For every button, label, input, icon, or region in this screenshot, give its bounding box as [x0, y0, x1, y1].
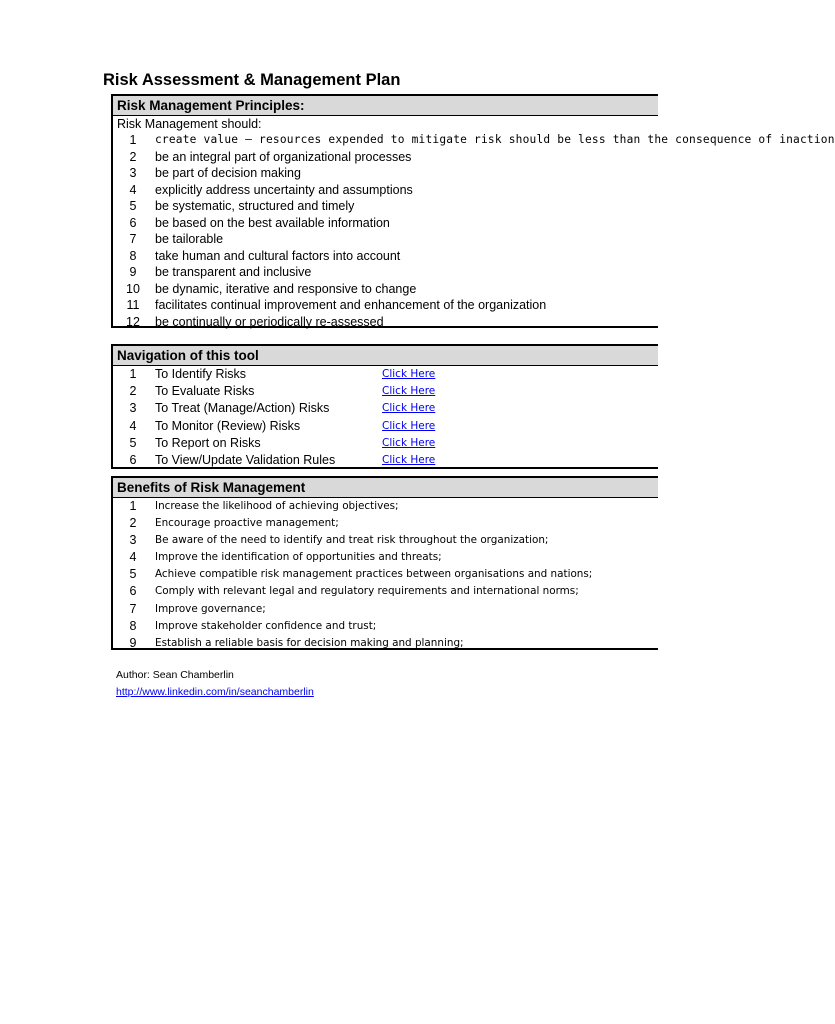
- item-text: To Identify Risks: [155, 367, 247, 381]
- principle-row: [113, 281, 658, 298]
- benefit-row: [113, 635, 658, 652]
- principle-row: [113, 182, 658, 199]
- item-number: 5: [129, 199, 137, 213]
- item-number: 12: [126, 314, 140, 329]
- item-number: 2: [129, 516, 137, 531]
- item-number: 6: [129, 452, 137, 467]
- item-text: be based on the best available information: [155, 215, 390, 230]
- navigation-section: [111, 344, 658, 469]
- item-text: be part of decision making: [155, 166, 301, 180]
- item-text: Improve the identification of opportunities and threats;: [155, 551, 442, 564]
- item-text: be systematic, structured and timely: [155, 199, 355, 213]
- item-text: be tailorable: [155, 232, 224, 246]
- item-number: 1: [129, 499, 137, 513]
- principle-row: [113, 215, 658, 232]
- item-text: be an integral part of organizational processes: [155, 149, 412, 164]
- item-text: explicitly address uncertainty and assumptions: [155, 182, 413, 197]
- principle-row: [113, 132, 835, 149]
- item-number: 4: [129, 418, 137, 433]
- navigation-row: [113, 435, 658, 452]
- item-text: To View/Update Validation Rules: [155, 452, 336, 467]
- item-number: 9: [129, 635, 137, 650]
- item-number: 1: [129, 133, 137, 147]
- principle-row: [113, 231, 658, 248]
- item-number: 3: [129, 533, 137, 548]
- item-number: 9: [129, 265, 137, 279]
- click-here-link[interactable]: Click Here: [382, 385, 436, 398]
- item-number: 8: [129, 618, 137, 633]
- click-here-link[interactable]: Click Here: [382, 402, 436, 415]
- item-number: 7: [129, 601, 137, 616]
- benefit-row: [113, 601, 658, 618]
- item-number: 10: [126, 281, 140, 296]
- author-line: Author: Sean Chamberlin: [116, 669, 234, 681]
- principle-row: [113, 297, 658, 314]
- principles-list: [113, 132, 835, 330]
- item-text: Improve governance;: [155, 602, 266, 615]
- navigation-row: [113, 366, 658, 383]
- item-text: Achieve compatible risk management practices between organisations and nations;: [155, 568, 593, 581]
- item-text: be dynamic, iterative and responsive to change: [155, 281, 417, 296]
- principle-row: [113, 149, 658, 166]
- item-number: 4: [129, 182, 137, 197]
- item-text: be continually or periodically re-assessed: [155, 314, 384, 329]
- benefits-list: [113, 498, 658, 652]
- benefits-section: [111, 476, 658, 650]
- item-number: 5: [129, 435, 137, 450]
- item-text: To Report on Risks: [155, 435, 261, 450]
- item-text: create value – resources expended to mitigate risk should be less than the consequence of inaction: [155, 133, 835, 146]
- principle-row: [113, 248, 658, 265]
- benefit-row: [113, 498, 658, 515]
- click-here-link[interactable]: Click Here: [382, 368, 436, 380]
- benefit-row: [113, 515, 658, 532]
- click-here-link[interactable]: Click Here: [382, 436, 436, 449]
- item-number: 6: [129, 215, 137, 230]
- page-title: Risk Assessment & Management Plan: [103, 71, 401, 89]
- navigation-header: Navigation of this tool: [113, 344, 658, 366]
- item-text: Encourage proactive management;: [155, 517, 339, 530]
- item-text: Improve stakeholder confidence and trust;: [155, 619, 377, 632]
- item-text: Establish a reliable basis for decision making and planning;: [155, 636, 464, 649]
- item-number: 6: [129, 584, 137, 599]
- item-number: 1: [129, 367, 137, 381]
- item-text: To Treat (Manage/Action) Risks: [155, 401, 330, 416]
- principle-row: [113, 314, 658, 331]
- principle-row: [113, 264, 658, 281]
- benefit-row: [113, 549, 658, 566]
- item-text: To Evaluate Risks: [155, 384, 255, 399]
- navigation-row: [113, 418, 658, 435]
- click-here-link[interactable]: Click Here: [382, 453, 436, 466]
- item-number: 8: [129, 248, 137, 263]
- item-number: 2: [129, 149, 137, 164]
- principles-section: [111, 94, 835, 329]
- benefits-header: Benefits of Risk Management: [113, 476, 658, 498]
- item-number: 5: [129, 567, 137, 582]
- item-text: be transparent and inclusive: [155, 265, 312, 279]
- item-text: To Monitor (Review) Risks: [155, 418, 301, 433]
- principles-intro: Risk Management should:: [117, 117, 262, 131]
- navigation-row: [113, 400, 658, 417]
- navigation-list: [113, 366, 658, 469]
- navigation-row: [113, 452, 658, 469]
- benefit-row: [113, 583, 658, 600]
- item-text: Be aware of the need to identify and treat risk throughout the organization;: [155, 534, 549, 547]
- author-profile-link[interactable]: http://www.linkedin.com/in/seanchamberlin: [116, 686, 314, 698]
- item-text: Increase the likelihood of achieving objectives;: [155, 500, 399, 512]
- item-text: take human and cultural factors into account: [155, 248, 401, 263]
- item-number: 4: [129, 550, 137, 565]
- item-number: 3: [129, 166, 137, 180]
- benefit-row: [113, 618, 658, 635]
- item-number: 7: [129, 232, 137, 246]
- principle-row: [113, 198, 658, 215]
- click-here-link[interactable]: Click Here: [382, 419, 436, 432]
- principles-header: Risk Management Principles:: [113, 94, 658, 116]
- benefit-row: [113, 532, 658, 549]
- navigation-row: [113, 383, 658, 400]
- principle-row: [113, 165, 658, 182]
- item-number: 3: [129, 401, 137, 416]
- item-number: 2: [129, 384, 137, 399]
- item-number: 11: [126, 298, 140, 312]
- benefit-row: [113, 566, 658, 583]
- item-text: facilitates continual improvement and enhancement of the organization: [155, 298, 547, 312]
- item-text: Comply with relevant legal and regulatory requirements and international norms;: [155, 585, 579, 598]
